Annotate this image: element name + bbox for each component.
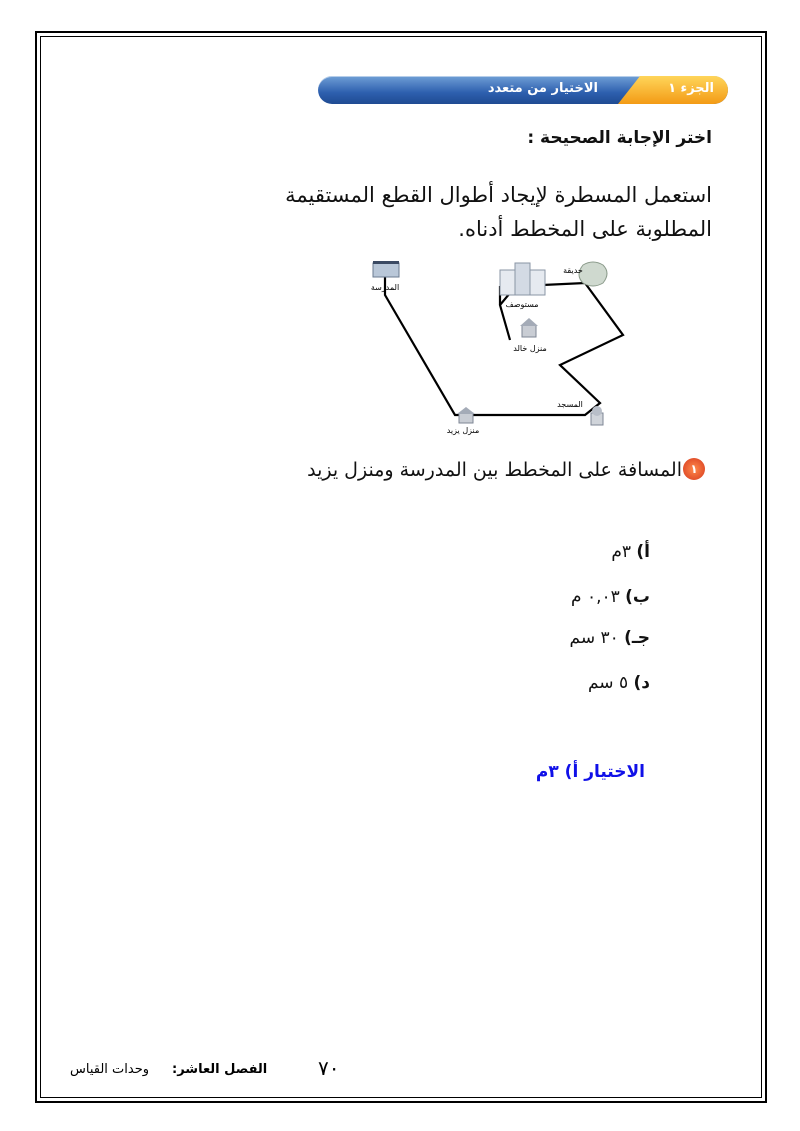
- option-d: [588, 673, 650, 693]
- footer-unit: وحدات القياس: [70, 1062, 150, 1077]
- map-label-khalid-house: منزل خالد: [513, 344, 547, 353]
- map-label-school: المدرسة: [370, 283, 400, 292]
- page-number: ٧٠: [318, 1056, 340, 1080]
- map-label-hospital: مستوصف: [505, 300, 539, 309]
- option-letter: د): [633, 673, 650, 693]
- option-value: ٣٠ سم: [569, 628, 619, 648]
- option-value: ٣م: [611, 542, 631, 562]
- yazid-house-icon: [457, 407, 475, 423]
- park-icon: [579, 262, 607, 286]
- section-title: الاختيار من متعدد: [487, 81, 598, 96]
- option-value: ٥ سم: [587, 673, 629, 693]
- option-letter: ب): [625, 587, 650, 607]
- section-header-bar: [318, 76, 728, 104]
- part-tag-label: الجزء ١: [668, 81, 714, 96]
- route-line: [385, 277, 623, 415]
- prompt: استعمل المسطرة لإيجاد أطوال القطع المستقيمة المطلوبة على المخطط أدناه.: [285, 183, 712, 241]
- option-a: [611, 542, 650, 562]
- option-value: ٠,٠٣ م: [571, 587, 620, 607]
- option-b: [571, 587, 650, 607]
- school-icon: [373, 261, 399, 277]
- map-label-yazid-house: منزل يزيد: [446, 426, 480, 435]
- option-c: [570, 628, 650, 648]
- map-label-mosque: المسجد: [557, 400, 583, 409]
- question-number-badge: ١: [683, 458, 705, 480]
- option-letter: جـ): [624, 628, 650, 648]
- map-label-park: حديقة: [563, 266, 583, 275]
- khalid-house-icon: [520, 318, 538, 337]
- answer-text: الاختيار أ) ٣م: [535, 762, 645, 782]
- option-letter: أ): [636, 542, 650, 562]
- instruction: اختر الإجابة الصحيحة :: [527, 128, 712, 148]
- hospital-icon: [500, 263, 545, 295]
- mosque-icon: [591, 406, 603, 425]
- question-text: المسافة على المخطط بين المدرسة ومنزل يزيد: [307, 459, 682, 481]
- route-map: [355, 255, 630, 445]
- footer-chapter: الفصل العاشر:: [172, 1062, 268, 1077]
